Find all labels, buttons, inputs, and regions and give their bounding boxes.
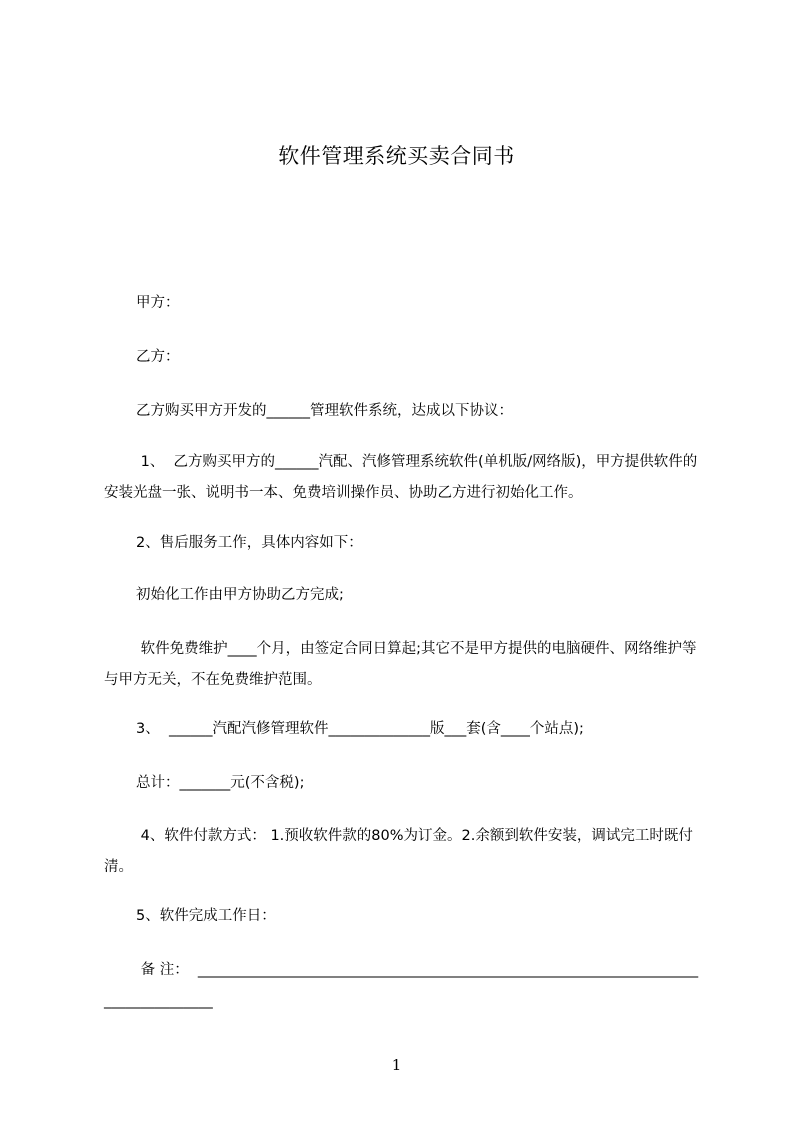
clause-1: 1、 乙方购买甲方的______汽配、汽修管理系统软件(单机版/网络版)，甲方提供软件的安装光盘一张、说明书一本、免费培训操作员、协助乙方进行初始化工作。 bbox=[104, 454, 698, 501]
clause-3: 3、 ______汽配汽修管理软件______________版___套(含____个站点); bbox=[136, 721, 584, 737]
page-title: 软件管理系统买卖合同书 bbox=[278, 144, 515, 168]
clause-4: 4、软件付款方式： 1.预收软件款的80%为订金。2.余额到软件安装，调试完工时既付清。 bbox=[104, 828, 693, 875]
party-b-line: 乙方： bbox=[136, 349, 180, 365]
total-line: 总计：_______元(不含税); bbox=[136, 775, 305, 791]
party-a-line: 甲方： bbox=[136, 295, 180, 311]
intro-paragraph: 乙方购买甲方开发的______管理软件系统，达成以下协议： bbox=[136, 403, 513, 419]
clause-2a: 初始化工作由甲方协助乙方完成; bbox=[136, 587, 344, 603]
page-number: 1 bbox=[391, 1056, 402, 1074]
clause-2b: 软件免费维护____个月，由签定合同日算起;其它不是甲方提供的电脑硬件、网络维护等与甲方无关，不在免费维护范围。 bbox=[104, 641, 697, 688]
clause-5: 5、软件完成工作日： bbox=[136, 908, 276, 924]
remarks-line: 备 注： ____________________________________________________________________________________ bbox=[104, 962, 699, 1009]
clause-2: 2、售后服务工作，具体内容如下： bbox=[136, 535, 363, 551]
